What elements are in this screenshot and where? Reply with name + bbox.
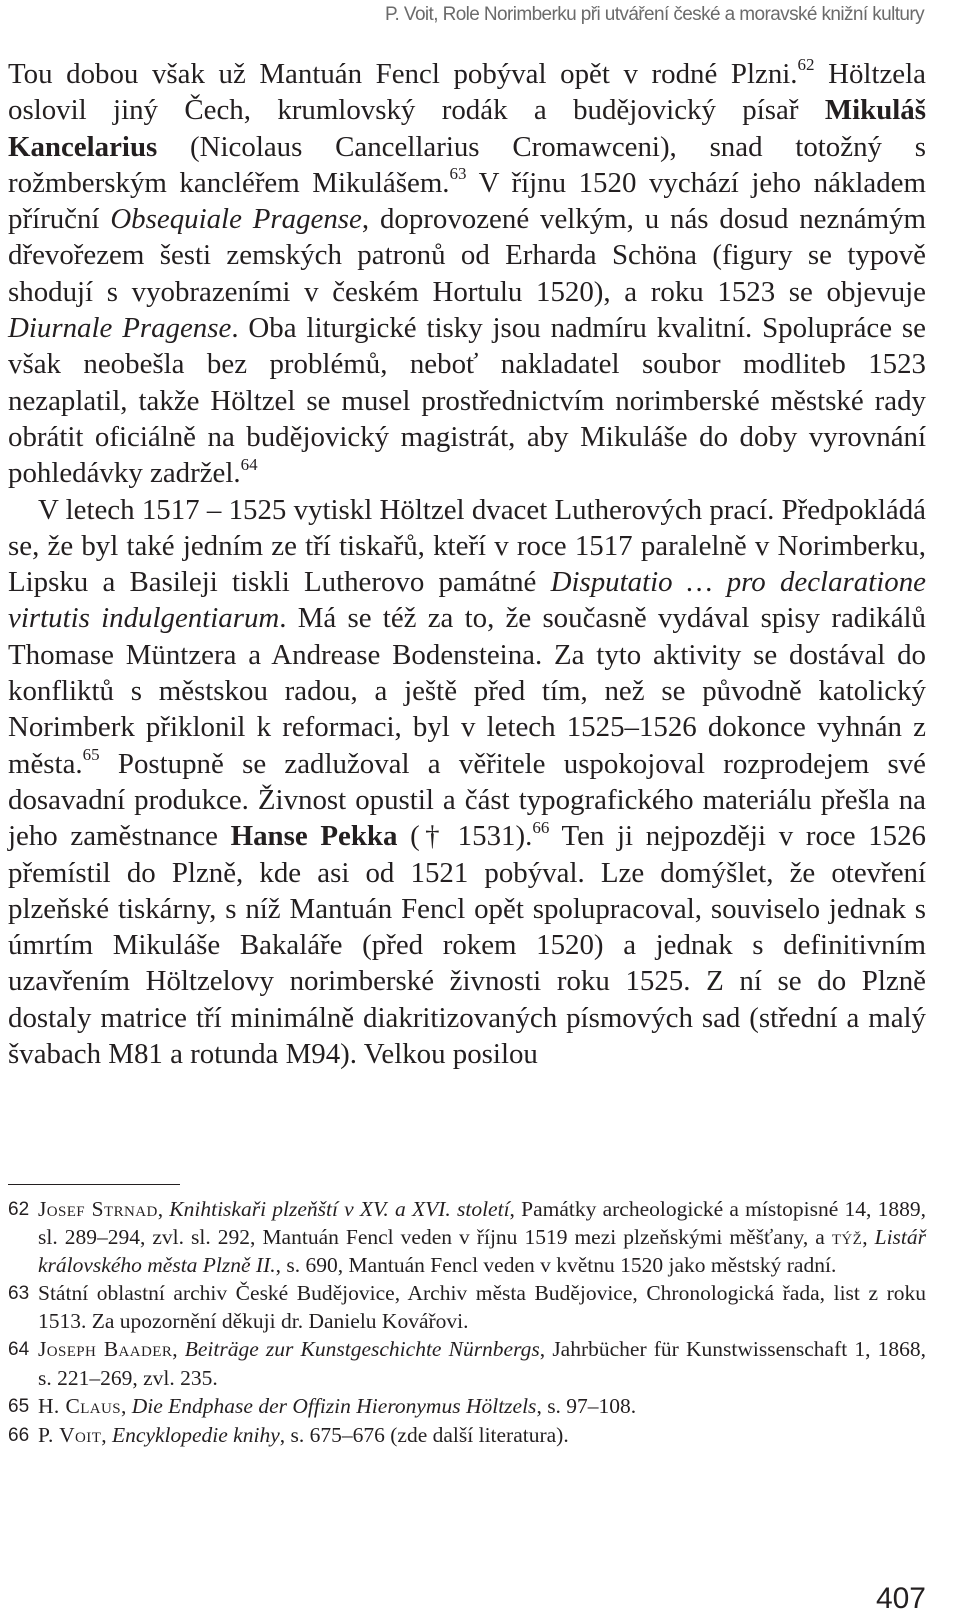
text-run: , s. 97–108. xyxy=(536,1393,637,1418)
text-run: , xyxy=(157,1197,170,1221)
person-name: Hanse Pekka xyxy=(230,820,398,853)
text-run: . Má se též za to, že současně vydával spisy radikálů Thomase Müntzera a Andrease Bodensteina. Za tyto aktivity se dostával do konfliktů s městskou radou, a ještě před tím, než se původně katolický Norimberk přiklonil k reformaci, byl v letech 1525–1526 dokonce vyhnán z města. xyxy=(8,602,926,780)
author-name: P. Voit xyxy=(38,1422,102,1447)
footnote-number: 63 xyxy=(8,1283,30,1305)
running-header: P. Voit, Role Norimberku při utváření české a moravské knižní kultury xyxy=(384,4,924,25)
person-name: Mikuláš Kancelarius xyxy=(8,94,926,163)
footnote-number: 62 xyxy=(8,1199,30,1220)
text-run: , xyxy=(121,1393,132,1418)
text-run: , Památky archeologické a místopisné 14, 1889, sl. 289–294, zvl. sl. 292, Mantuán Fencl veden v říjnu 1519 mezi plzeňskými měšťany, a xyxy=(38,1197,926,1250)
footnote-text xyxy=(38,1392,926,1421)
work-title: Listář královského města Plzně II. xyxy=(38,1225,927,1278)
footnotes xyxy=(8,1195,926,1450)
footnote-number: 64 xyxy=(8,1339,30,1361)
idem-marker: týž xyxy=(831,1225,863,1250)
footnote-text xyxy=(38,1421,926,1450)
footnote-65 xyxy=(8,1392,926,1421)
text-run: , xyxy=(172,1337,185,1362)
footnote-text xyxy=(38,1195,926,1279)
work-title: Encyklopedie knihy xyxy=(112,1422,280,1447)
author-name: H. Claus xyxy=(38,1393,121,1418)
text-run: Postupně se zadlužoval a věřitele uspokojoval rozprodejem své dosavadní produkce. Živnost opustil a část typografického materiálu přešla na jeho zaměstnance xyxy=(8,747,926,853)
page-number: 407 xyxy=(875,1582,926,1615)
work-title: Knihtiskaři plzeňští v XV. a XVI. století xyxy=(169,1197,510,1221)
footnote-text: Státní oblastní archiv České Budějovice, Archiv města Budějovice, Chronologická řada, list z roku 1513. Za upozornění děkuji dr. Danielu Kovářovi. xyxy=(38,1281,926,1334)
footnote-ref-64[interactable]: 64 xyxy=(240,454,258,474)
book-title: Disputatio … pro declaratione virtutis indulgentiarum xyxy=(8,566,926,635)
text-run: , doprovozené velkým, u nás dosud neznámým dřevořezem šesti zemských patronů od Erharda Schöna (figury se typově shodují s vyobrazeními v českém Hortulu 1520), a roku 1523 se objevuje xyxy=(8,203,926,308)
book-title: Diurnale Pragense xyxy=(8,312,232,345)
text-run: V letech 1517 – 1525 vytiskl Höltzel dvacet Lutherových prací. Předpokládá se, že byl také jedním ze tří tiskařů, kteří v roce 1517 paralelně v Norimberku, Lipsku a Basileji tiskli Lutherovo památné xyxy=(8,493,926,599)
footnote-text xyxy=(38,1335,926,1391)
work-title: Die Endphase der Offizin Hieronymus Höltzels xyxy=(131,1393,537,1418)
text-run: V říjnu 1520 vychází jeho nákladem příruční xyxy=(8,166,926,236)
text-run: , Jahrbücher für Kunstwissenschaft 1, 1868, s. 221–269, zvl. 235. xyxy=(38,1337,926,1390)
author-name: Joseph Baader xyxy=(38,1337,173,1362)
footnote-66 xyxy=(8,1421,926,1450)
text-run: , s. 690, Mantuán Fencl veden v květnu 1520 jako městský radní. xyxy=(275,1253,837,1278)
text-run: . Oba liturgické tisky jsou nadmíru kvalitní. Spolupráce se však neobešla bez problémů, neboť nakladatel soubor modliteb 1523 nezaplatil, takže Höltzel se musel prostřednictvím norimberské městské rady obrátit oficiálně na budějovický magistrát, aby Mikuláše do doby vyrovnání pohledávky zadržel. xyxy=(8,312,926,490)
text-run: , s. 675–676 (zde další literatura). xyxy=(279,1422,569,1447)
book-title: Obsequiale Pragense xyxy=(110,203,362,236)
author-name: Josef Strnad xyxy=(38,1197,158,1221)
text-run: Ten ji nejpozději v roce 1526 přemístil do Plzně, kde asi od 1521 pobýval. Lze domýšlet, že otevření plzeňské tiskárny, s níž Mantuán Fencl opět spolupracoval, souviselo jednak s úmrtím Mikuláše Bakaláře (před rokem 1520) a jednak s definitivním uzavřením Höltzelovy norimberské živnosti roku 1525. Z ní se do Plzně dostaly matrice tří minimálně diakritizovaných písmových sad (střední a malý švabach M81 a rotunda M94). Velkou posilou xyxy=(8,820,926,1071)
footnote-63 xyxy=(8,1279,926,1335)
paragraph-2 xyxy=(8,492,926,1073)
footnote-ref-63[interactable]: 63 xyxy=(449,164,467,184)
text-run: , xyxy=(101,1422,113,1447)
footnote-number: 66 xyxy=(8,1424,30,1446)
text-run: , xyxy=(862,1225,875,1250)
text-run: († 1531). xyxy=(397,820,533,853)
footnote-number: 65 xyxy=(8,1395,30,1417)
text-run: Tou dobou však už Mantuán Fencl pobýval opět v rodné Plzni. xyxy=(8,58,798,90)
main-text xyxy=(8,56,926,1072)
footnote-ref-66[interactable]: 66 xyxy=(532,817,550,837)
footnote-ref-62[interactable]: 62 xyxy=(797,55,815,75)
footnote-62 xyxy=(8,1195,926,1279)
paragraph-1 xyxy=(8,56,926,492)
text-run: (Nicolaus Cancellarius Cromawceni), snad totožný s rožmberským kancléřem Mikulášem. xyxy=(8,130,926,199)
text-run: Höltzela oslovil jiný Čech, krumlovský rodák a budějovický písař xyxy=(8,58,926,127)
footnote-separator xyxy=(8,1184,180,1185)
footnote-ref-65[interactable]: 65 xyxy=(82,745,100,765)
work-title: Beiträge zur Kunstgeschichte Nürnbergs xyxy=(184,1337,540,1362)
footnote-64 xyxy=(8,1335,926,1391)
